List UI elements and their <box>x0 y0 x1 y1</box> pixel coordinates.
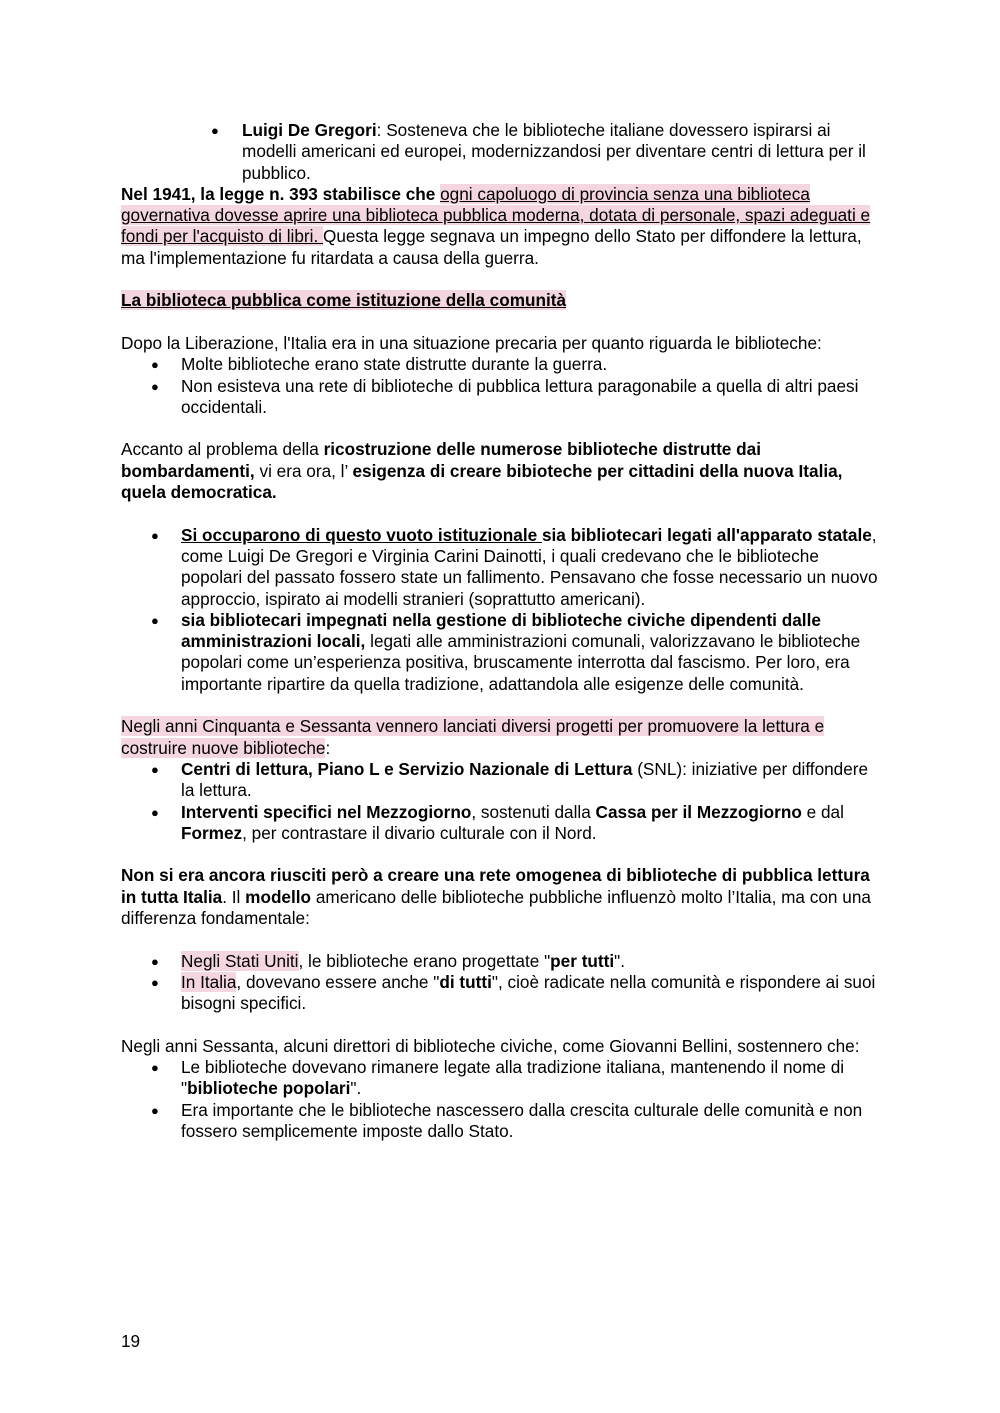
bullet-list-sessanta <box>121 1057 881 1142</box>
bullet-list-top <box>121 120 881 184</box>
list-item: ● Era importante che le biblioteche nascessero dalla crescita culturale delle comunità e non fossero semplicemente imposte dallo Stato. <box>121 1100 881 1143</box>
list-item-text: ", cioè radicate nella comunità e rispondere ai suoi bisogni specifici. <box>181 971 876 1014</box>
list-item: ● Non esisteva una rete di biblioteche di pubblica lettura paragonabile a quella di altri paesi occidentali. <box>121 376 881 419</box>
highlighted-text: Negli Stati Uniti <box>181 950 299 971</box>
bold-text: sia bibliotecari legati all'apparato statale <box>541 524 872 545</box>
paragraph-text: Accanto al problema della <box>121 439 324 460</box>
bold-text: ricostruzione delle numerose biblioteche distrutte dai bombardamenti, <box>121 439 761 481</box>
list-item <box>121 972 881 1015</box>
list-item-text: : Sosteneva che le biblioteche italiane dovessero ispirarsi ai modelli americani ed europei, modernizzandosi per diventare centri di lettura per il pubblico. <box>242 120 866 183</box>
bold-text: Formez <box>181 822 243 843</box>
bold-text: per tutti <box>550 950 615 971</box>
highlighted-text: In Italia <box>181 971 237 992</box>
section-heading <box>121 290 881 311</box>
list-item-text: (SNL): iniziative per diffondere la lettura. <box>181 758 869 801</box>
list-item <box>121 610 881 695</box>
list-item <box>121 951 881 972</box>
bold-text: Interventi specifici nel Mezzogiorno <box>181 801 472 822</box>
paragraph-text: : <box>325 737 331 758</box>
list-item-text: , dovevano essere anche " <box>236 971 440 992</box>
paragraph-text: Questa legge segnava un impegno dello Stato per diffondere la lettura, ma l'implementazione fu ritardata a causa della guerra. <box>121 226 862 268</box>
page-content <box>121 120 881 1142</box>
list-item-text: , le biblioteche erano progettate " <box>298 950 551 971</box>
bold-text: Luigi De Gregori <box>242 120 377 140</box>
bold-text: di tutti <box>439 971 492 992</box>
paragraph-rete <box>121 865 881 929</box>
list-item-text: , come Luigi De Gregori e Virginia Carini Dainotti, i quali credevano che le biblioteche popolari del passato fossero state un fallimento. Pensavano che fosse necessario un nuovo approccio, ispirato ai modelli stranieri (soprattutto americani). <box>181 524 878 609</box>
paragraph-text: vi era ora, l’ <box>254 460 353 481</box>
bold-text: Centri di lettura, Piano L e Servizio Nazionale di Lettura <box>181 758 633 779</box>
paragraph-law-1941 <box>121 184 881 269</box>
list-item-text: , sostenuti dalla <box>471 801 596 822</box>
bullet-list-progetti <box>121 759 881 844</box>
paragraph-text: americano delle biblioteche pubbliche influenzò molto l’Italia, ma con una differenza fondamentale: <box>121 886 871 928</box>
list-item-text: ". <box>350 1078 362 1099</box>
bullet-list-confronto <box>121 951 881 1015</box>
bullet-list-bibliotecari <box>121 525 881 695</box>
list-item-text: Le biblioteche dovevano rimanere legate alla tradizione italiana, mantenendo il nome di " <box>181 1057 845 1099</box>
page-number: 19 <box>121 1331 141 1351</box>
paragraph-sessanta: Negli anni Sessanta, alcuni direttori di biblioteche civiche, come Giovanni Bellini, sostennero che: <box>121 1035 860 1056</box>
bold-text: Nel 1941, la legge n. 393 stabilisce che <box>121 183 441 204</box>
bold-text: esigenza di creare bibioteche per cittadini della nuova Italia, quela democratica. <box>121 460 843 503</box>
list-item <box>121 1057 881 1100</box>
list-item-text: ". <box>614 950 626 971</box>
paragraph-ricostruzione <box>121 439 881 503</box>
highlighted-text: ogni capoluogo di provincia senza una biblioteca governativa dovesse aprire una biblioteca pubblica moderna, dotata di personale, spazi adeguati e fondi per l'acquisto di libri. <box>121 183 871 247</box>
bold-underlined-text: Si occuparono di questo vuoto istituzionale <box>181 524 542 545</box>
paragraph-progetti <box>121 716 881 759</box>
heading-text: La biblioteca pubblica come istituzione della comunità <box>121 290 567 311</box>
list-item <box>121 525 881 610</box>
highlighted-text: Negli anni Cinquanta e Sessanta vennero lanciati diversi progetti per promuovere la lettura e costruire nuove biblioteche <box>121 716 825 758</box>
list-item-text: legati alle amministrazioni comunali, valorizzavano le biblioteche popolari come un’esperienza positiva, bruscamente interrotta dal fascismo. Per loro, era importante ripartire da quella tradizione, adattandola alle esigenze delle comunità. <box>181 631 861 694</box>
list-item <box>121 759 881 802</box>
bullet-list-liberazione <box>121 354 881 418</box>
list-item <box>121 120 881 184</box>
list-item-text: , per contrastare il divario culturale con il Nord. <box>242 822 597 843</box>
list-item: ● Molte biblioteche erano state distrutte durante la guerra. <box>121 354 881 375</box>
bold-text: biblioteche popolari <box>187 1078 351 1099</box>
bold-text: Non si era ancora riusciti però a creare una rete omogenea di biblioteche di pubblica lettura in tutta Italia <box>121 865 870 907</box>
paragraph-text: . Il <box>222 886 246 907</box>
bold-text: Cassa per il Mezzogiorno <box>595 801 802 822</box>
bold-text: modello <box>245 886 312 907</box>
list-item-text: e dal <box>801 801 844 822</box>
paragraph-liberazione: Dopo la Liberazione, l'Italia era in una situazione precaria per quanto riguarda le biblioteche: <box>121 332 822 353</box>
bold-text: sia bibliotecari impegnati nella gestione di biblioteche civiche dipendenti dalle amministrazioni locali, <box>181 609 821 652</box>
list-item <box>121 802 881 845</box>
